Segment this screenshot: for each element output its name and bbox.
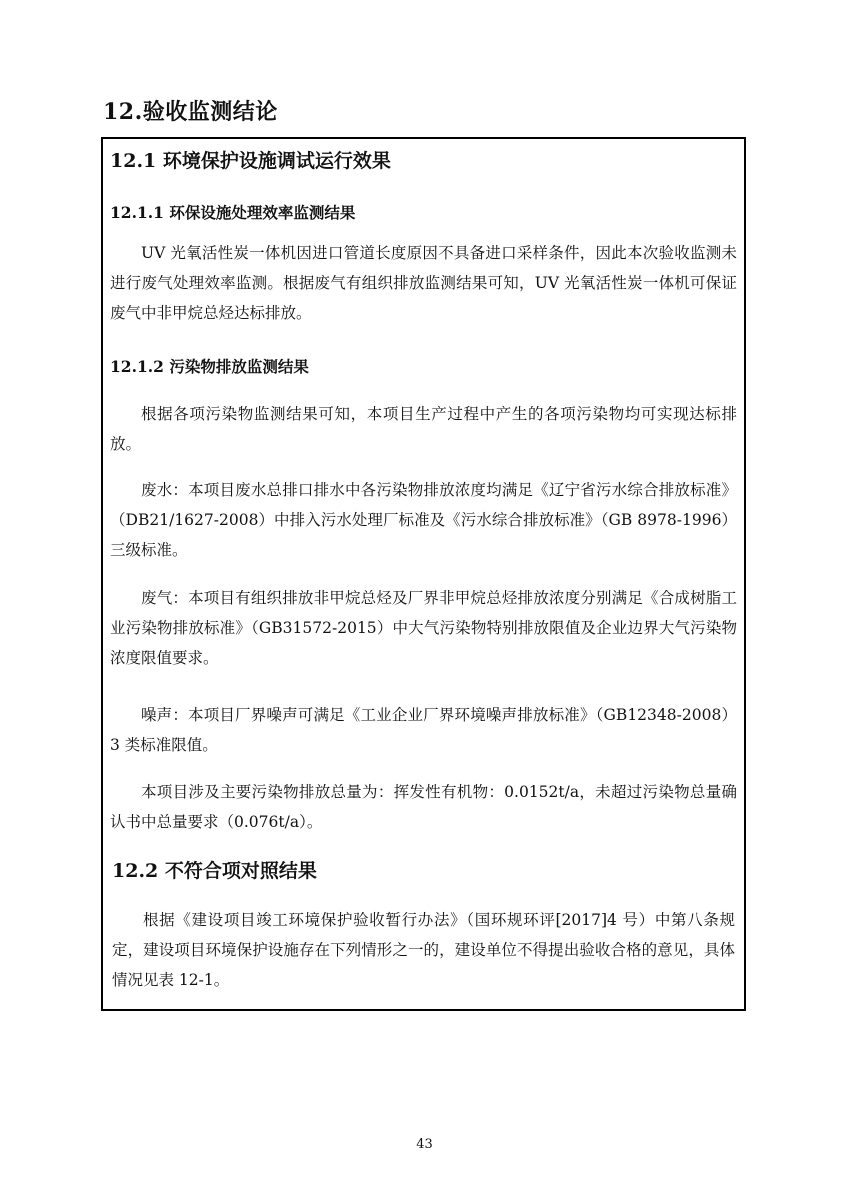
chapter-title: 12.验收监测结论 [103,99,278,125]
paragraph-exhaust-gas: 废气：本项目有组织排放非甲烷总烃及厂界非甲烷总烃排放浓度分别满足《合成树脂工业污染物排放标准》（GB31572-2015）中大气污染物特别排放限值及企业边界大气污染物浓度限值要求。 [110,589,737,667]
section-12-2-title: 12.2 不符合项对照结果 [112,860,317,882]
paragraph-12-1-1: UV 光氧活性炭一体机因进口管道长度原因不具备进口采样条件，因此本次验收监测未进行废气处理效率监测。根据废气有组织排放监测结果可知，UV 光氧活性炭一体机可保证废气中非甲烷总烃达标排放。 [110,244,737,322]
section-12-1-title: 12.1 环境保护设施调试运行效果 [110,150,391,172]
content-frame-outer [101,137,746,1011]
paragraph-noise: 噪声：本项目厂界噪声可满足《工业企业厂界环境噪声排放标准》（GB12348-2008）3 类标准限值。 [110,706,737,754]
section-12-1-1-title: 12.1.1 环保设施处理效率监测结果 [110,203,356,222]
paragraph-12-2: 根据《建设项目竣工环境保护验收暂行办法》（国环规环评[2017]4 号）中第八条规定，建设项目环境保护设施存在下列情形之一的，建设单位不得提出验收合格的意见，具体情况见表 12-1。 [112,911,735,989]
paragraph-total-emission: 本项目涉及主要污染物排放总量为：挥发性有机物：0.0152t/a，未超过污染物总量确认书中总量要求（0.076t/a）。 [110,783,737,831]
paragraph-summary: 根据各项污染物监测结果可知，本项目生产过程中产生的各项污染物均可实现达标排放。 [110,405,737,453]
section-12-1-2-title: 12.1.2 污染物排放监测结果 [110,357,309,376]
page-number: 43 [416,1137,433,1152]
paragraph-wastewater: 废水：本项目废水总排口排水中各污染物排放浓度均满足《辽宁省污水综合排放标准》（DB21/1627-2008）中排入污水处理厂标准及《污水综合排放标准》（GB 8978-1996）三级标准。 [110,481,737,559]
